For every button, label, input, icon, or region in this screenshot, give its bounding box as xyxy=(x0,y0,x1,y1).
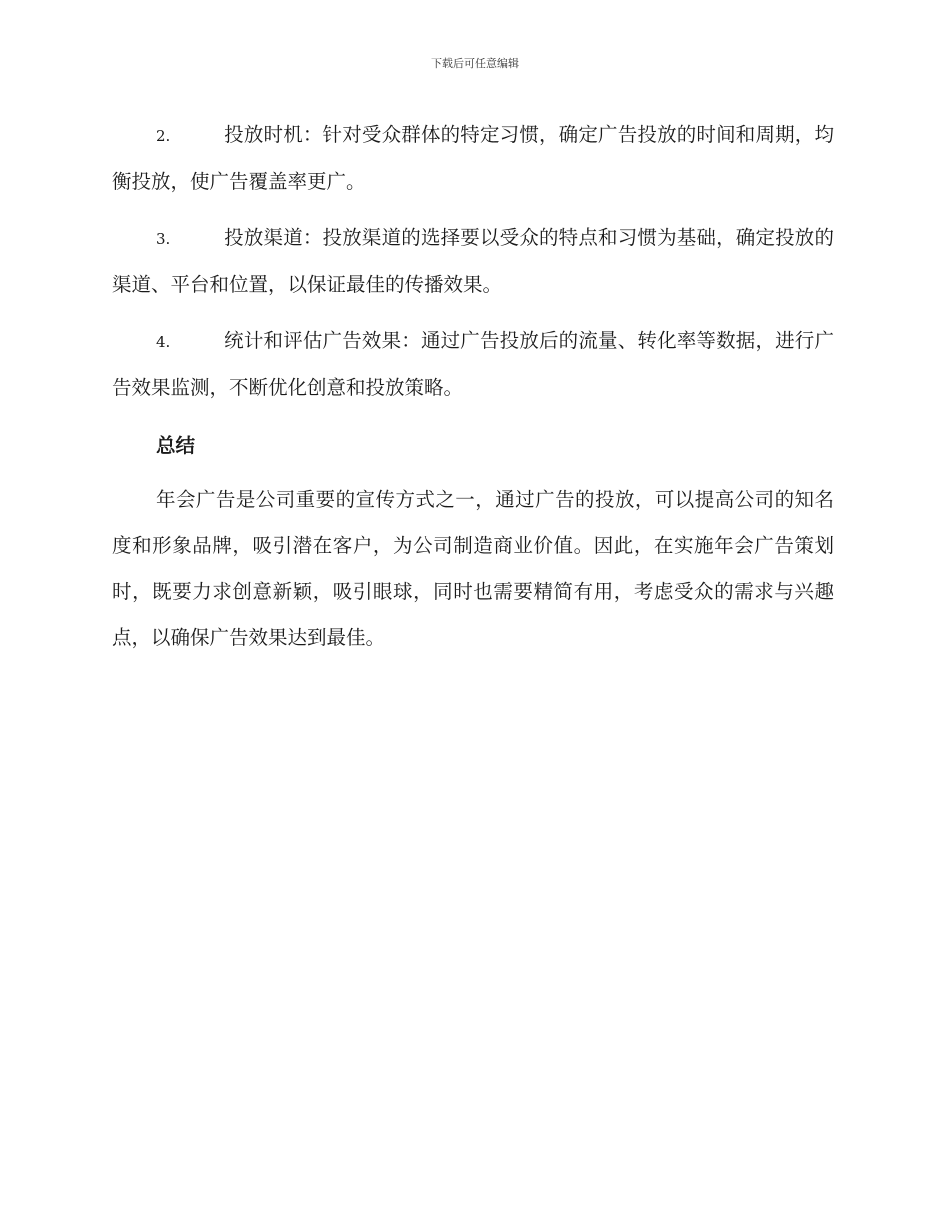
list-text: 投放时机：针对受众群体的特定习惯，确定广告投放的时间和周期，均衡投放，使广告覆盖率更广。 xyxy=(112,123,834,193)
list-item xyxy=(112,215,834,308)
section-heading: 总结 xyxy=(156,434,196,457)
page-header: 下载后可任意编辑 xyxy=(431,57,519,70)
list-text: 统计和评估广告效果：通过广告投放后的流量、转化率等数据，进行广告效果监测，不断优化创意和投放策略。 xyxy=(112,329,834,399)
document-body xyxy=(112,112,834,661)
summary-paragraph: 年会广告是公司重要的宣传方式之一，通过广告的投放，可以提高公司的知名度和形象品牌，吸引潜在客户，为公司制造商业价值。因此，在实施年会广告策划时，既要力求创意新颖，吸引眼球，同时也需要精简有用，考虑受众的需求与兴趣点，以确保广告效果达到最佳。 xyxy=(112,488,834,649)
list-number: 3. xyxy=(156,230,171,248)
list-text: 投放渠道：投放渠道的选择要以受众的特点和习惯为基础，确定投放的渠道、平台和位置，以保证最佳的传播效果。 xyxy=(112,226,834,296)
list-item xyxy=(112,318,834,411)
list-number: 2. xyxy=(156,127,171,145)
list-item xyxy=(112,112,834,205)
list-number: 4. xyxy=(156,333,171,351)
